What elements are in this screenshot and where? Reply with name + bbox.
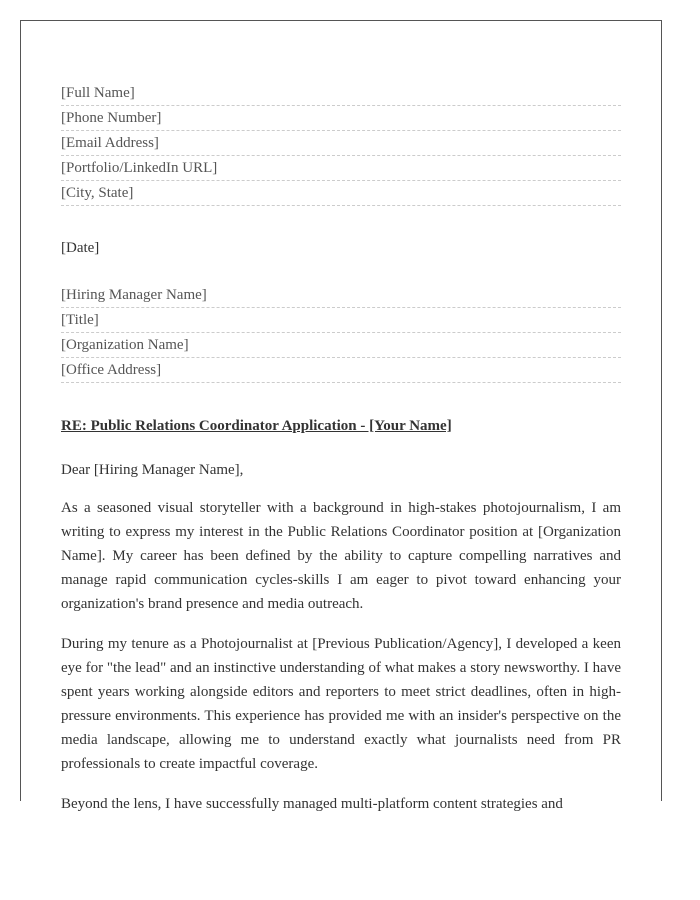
letter-page — [20, 20, 662, 812]
recipient-address: [Office Address] — [61, 358, 621, 383]
sender-portfolio-url: [Portfolio/LinkedIn URL] — [61, 156, 621, 181]
letter-content — [61, 81, 621, 816]
body-paragraph-3: Beyond the lens, I have successfully managed multi-platform content strategies and — [61, 796, 563, 812]
sender-block — [61, 81, 621, 206]
sender-phone: [Phone Number] — [61, 106, 621, 131]
body-paragraph-2: During my tenure as a Photojournalist at [Previous Publication/Agency], I developed a keen eye for "the lead" and an instinctive understanding of what makes a story newsworthy. I have spent years working alongside editors and reporters to meet strict deadlines, often in high-pressure environments. This experience has provided me with an insider's perspective on the media landscape, allowing me to understand exactly what journalists need from PR professionals to create impactful coverage. — [61, 636, 621, 772]
letter-date: [Date] — [61, 240, 100, 256]
subject-line: RE: Public Relations Coordinator Application - [Your Name] — [61, 418, 452, 434]
sender-city-state: [City, State] — [61, 181, 621, 206]
recipient-block — [61, 283, 621, 383]
recipient-title: [Title] — [61, 308, 621, 333]
sender-full-name: [Full Name] — [61, 81, 621, 106]
recipient-organization: [Organization Name] — [61, 333, 621, 358]
recipient-name: [Hiring Manager Name] — [61, 283, 621, 308]
salutation: Dear [Hiring Manager Name], — [61, 462, 244, 478]
body-paragraph-1: As a seasoned visual storyteller with a background in high-stakes photojournalism, I am writing to express my interest in the Public Relations Coordinator position at [Organization Name]. My career has been defined by the ability to capture compelling narratives and manage rapid communication cycles-skills I am eager to pivot toward enhancing your organization's brand presence and media outreach. — [61, 500, 621, 612]
sender-email: [Email Address] — [61, 131, 621, 156]
